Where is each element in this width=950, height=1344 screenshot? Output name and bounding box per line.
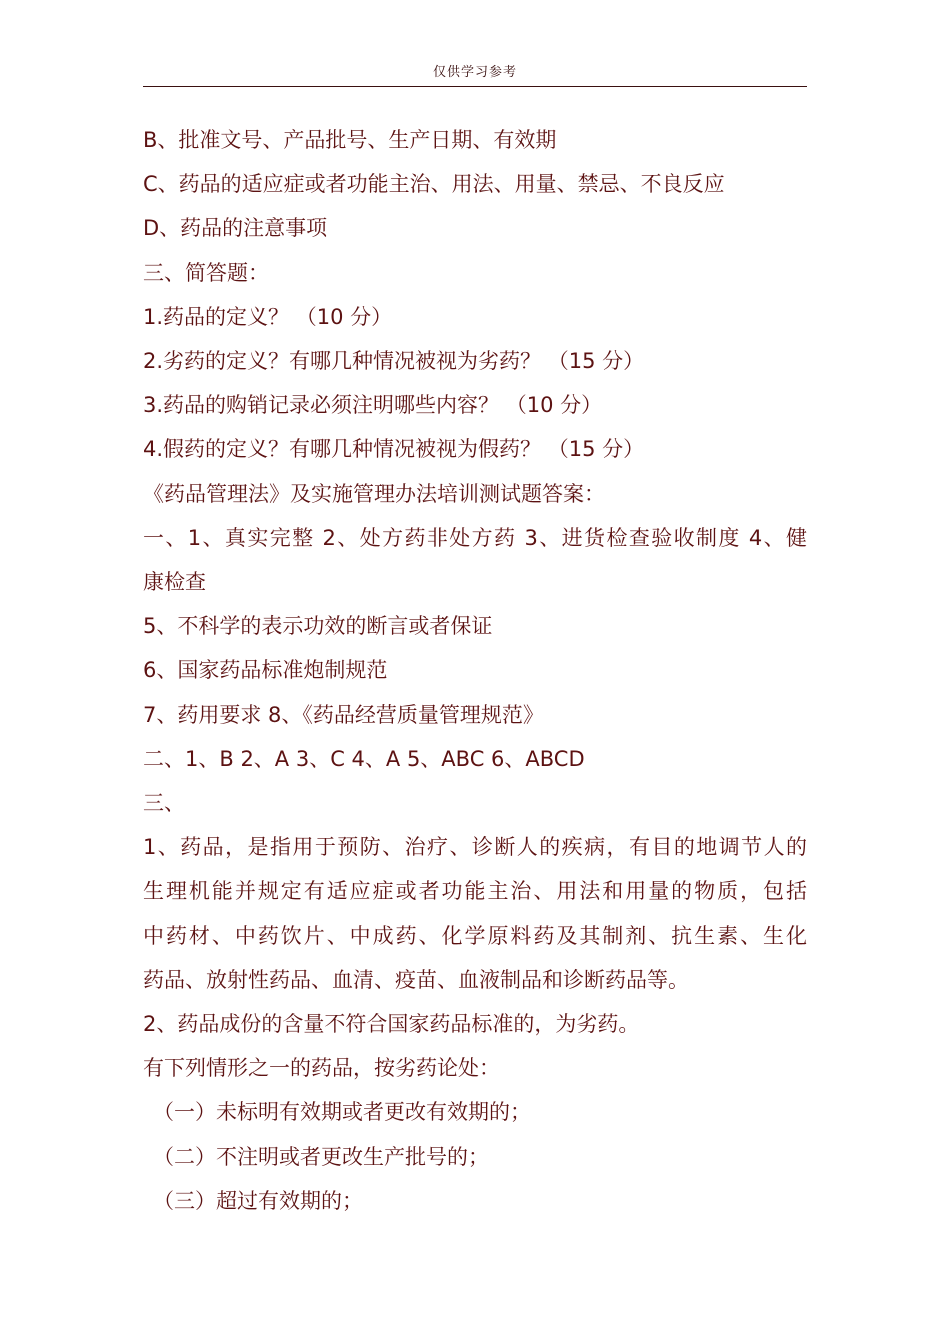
question-1: 1.药品的定义？ （10 分） <box>143 304 393 329</box>
document-body <box>143 118 807 1223</box>
answers-part-1-item-7-8: 7、药用要求 8、《药品经营质量管理规范》 <box>143 702 544 727</box>
question-3: 3.药品的购销记录必须注明哪些内容？ （10 分） <box>143 393 603 418</box>
page-header: 仅供学习参考 <box>432 65 517 80</box>
question-4: 4.假药的定义？有哪几种情况被视为假药？ （15 分） <box>143 437 645 462</box>
answer-3-2-definition: 2、药品成份的含量不符合国家药品标准的，为劣药。 <box>143 1012 640 1036</box>
answer-3-1-line-2: 生理机能并规定有适应症或者功能主治、用法和用量的物质，包括 <box>143 879 807 904</box>
answer-3-2-intro: 有下列情形之一的药品，按劣药论处： <box>143 1056 500 1081</box>
answer-3-2-item-3: （三）超过有效期的； <box>153 1188 363 1213</box>
answers-part-1-item-6: 6、国家药品标准炮制规范 <box>143 658 388 683</box>
answers-part-1-line-2: 康检查 <box>143 570 206 595</box>
answers-part-3-heading: 三、 <box>143 791 185 816</box>
answer-3-2-item-1: （一）未标明有效期或者更改有效期的； <box>153 1100 531 1125</box>
answers-title: 《药品管理法》及实施管理办法培训测试题答案： <box>143 481 605 506</box>
option-d: D、药品的注意事项 <box>143 216 328 241</box>
answers-part-1-item-5: 5、不科学的表示功效的断言或者保证 <box>143 614 493 639</box>
option-b: B、批准文号、产品批号、生产日期、有效期 <box>143 128 557 152</box>
answer-3-1-line-3: 中药材、中药饮片、中成药、化学原料药及其制剂、抗生素、生化 <box>143 923 807 948</box>
answers-part-1-line-1: 一、1、真实完整 2、处方药非处方药 3、进货检查验收制度 4、健 <box>143 525 807 550</box>
answer-3-1-line-1: 1、药品，是指用于预防、治疗、诊断人的疾病，有目的地调节人的 <box>143 835 807 860</box>
question-2: 2.劣药的定义？有哪几种情况被视为劣药？ （15 分） <box>143 349 645 374</box>
option-c: C、药品的适应症或者功能主治、用法、用量、禁忌、不良反应 <box>143 172 725 197</box>
answer-3-2-item-2: （二）不注明或者更改生产批号的； <box>153 1144 489 1169</box>
answers-part-2: 二、1、B 2、A 3、C 4、A 5、ABC 6、ABCD <box>143 746 585 771</box>
header-divider <box>143 86 807 87</box>
answer-3-1-line-4: 药品、放射性药品、血清、疫苗、血液制品和诊断药品等。 <box>143 967 689 992</box>
section-heading-short-answer: 三、简答题： <box>143 260 269 285</box>
